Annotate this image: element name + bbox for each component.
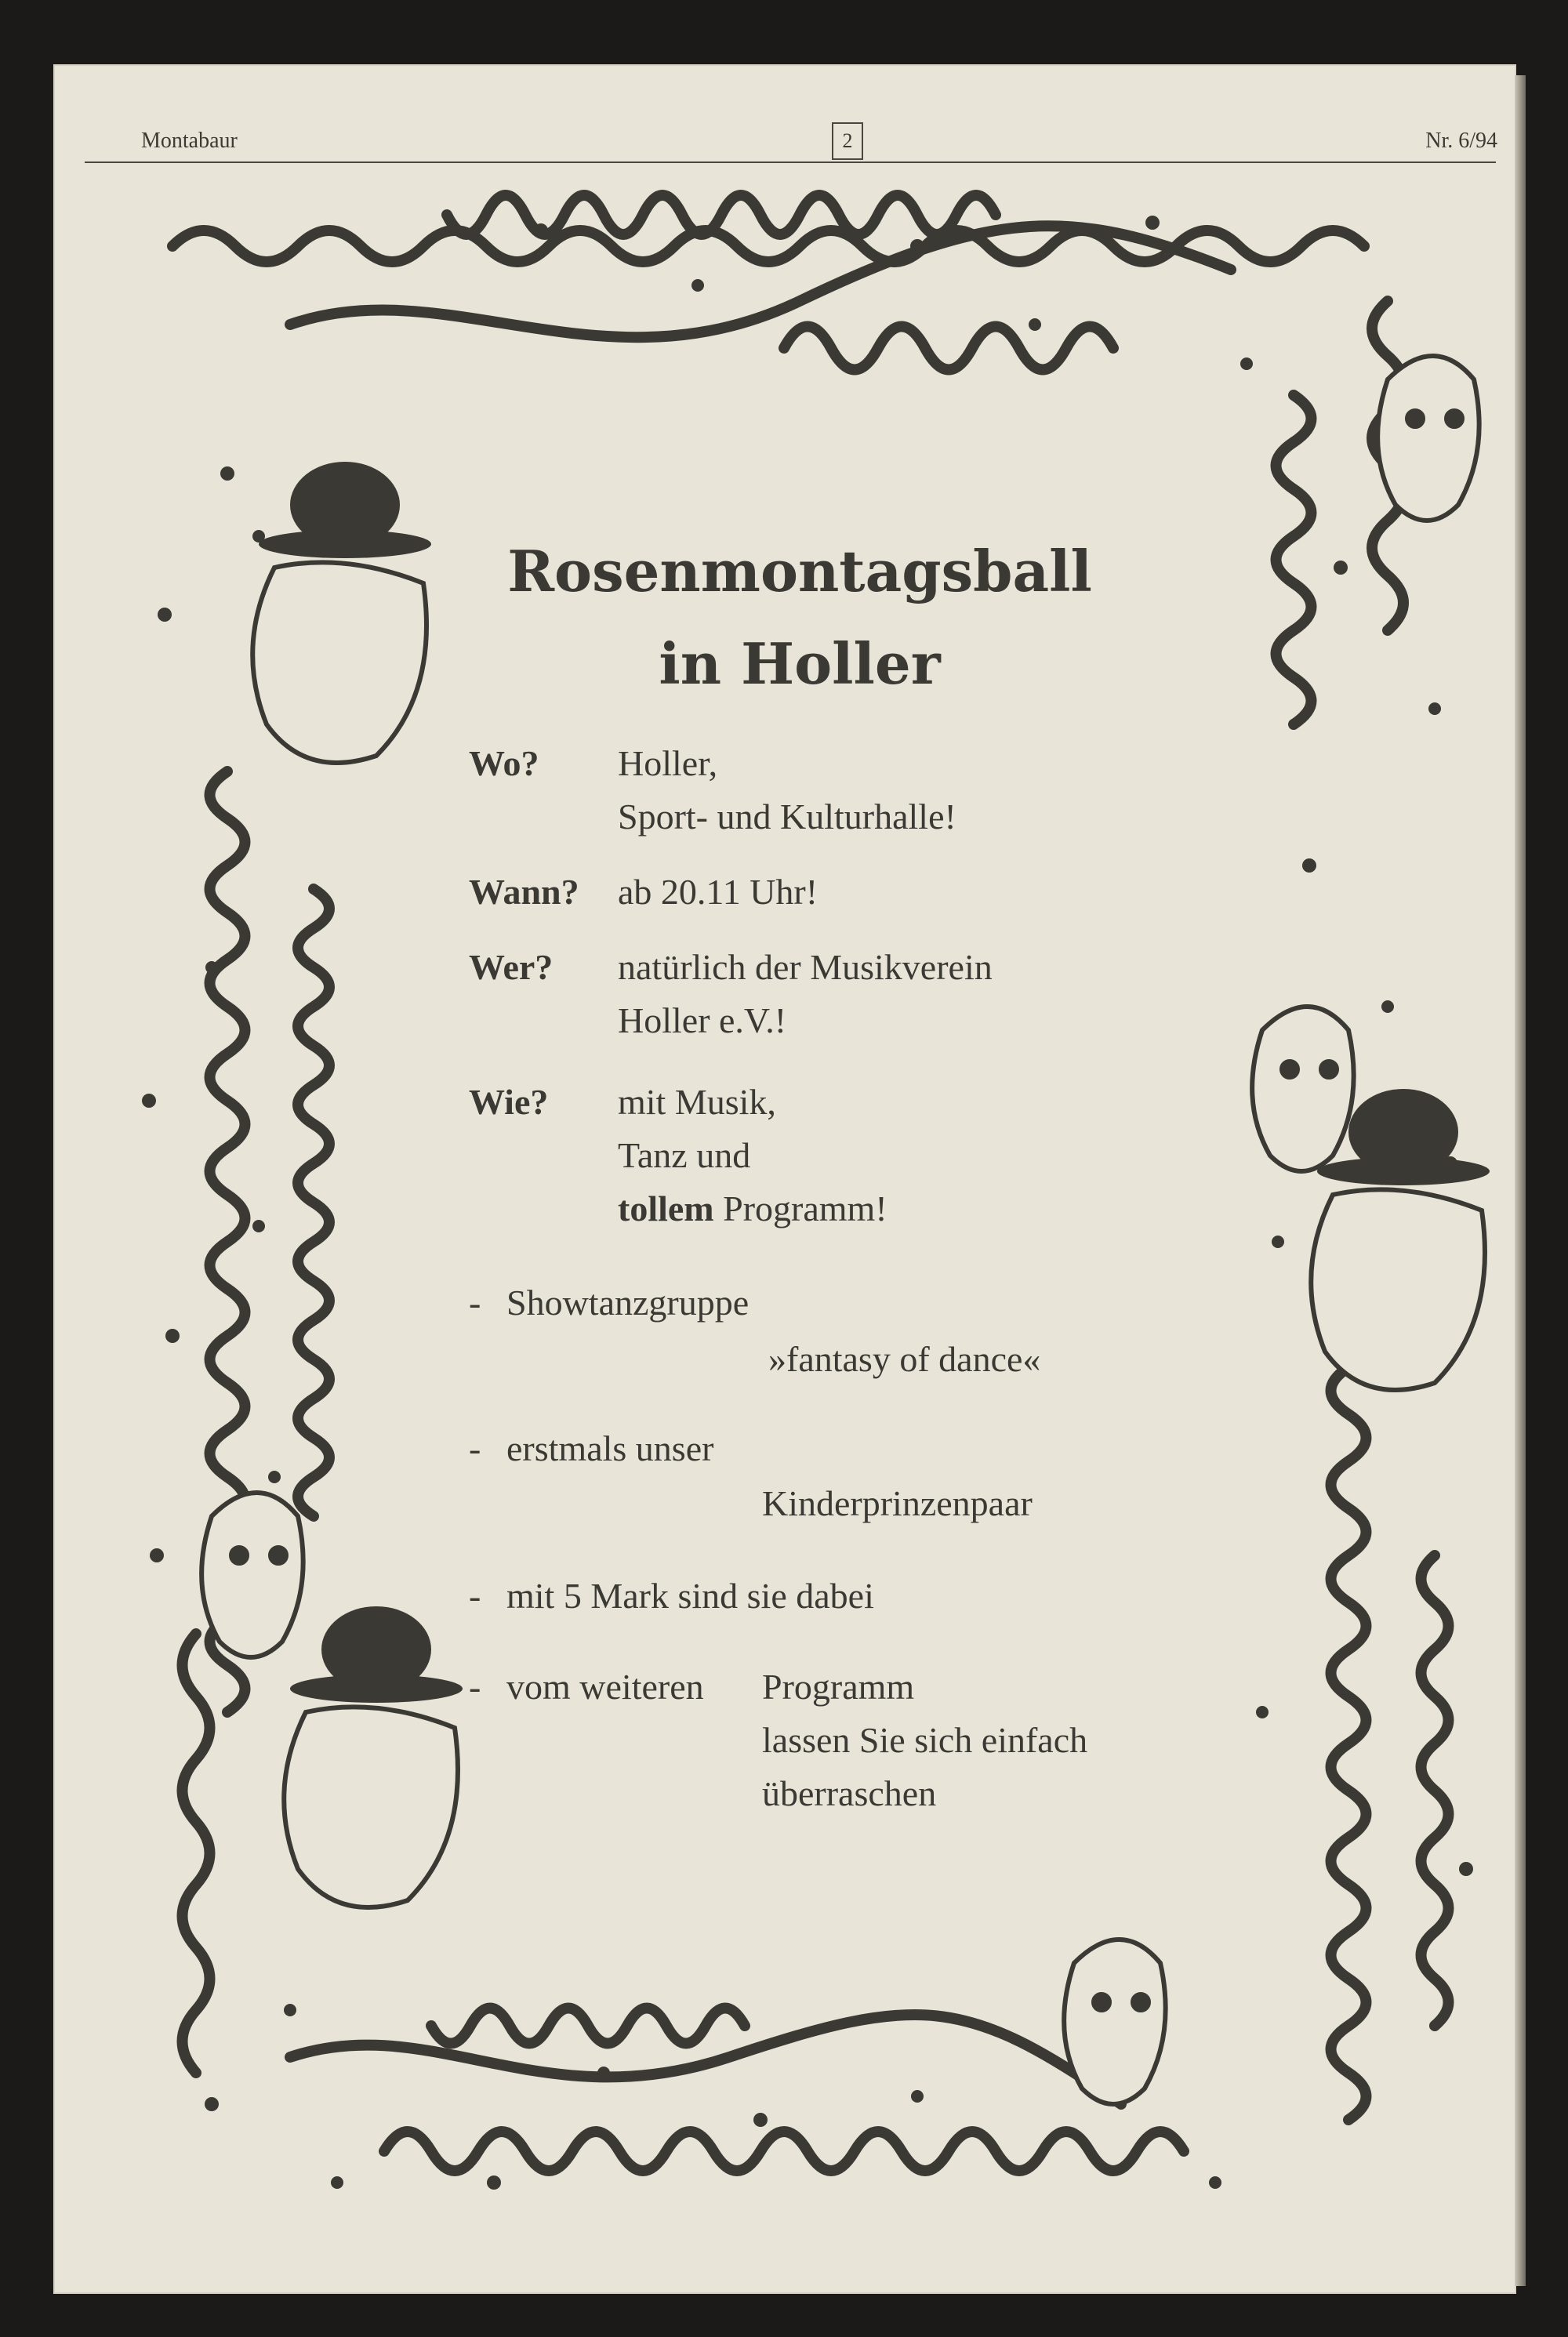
carnival-mask <box>201 1493 303 1657</box>
wer-line-1: natürlich der Musikverein <box>618 947 993 987</box>
streamer <box>298 889 329 1516</box>
publication-name: Montabaur <box>141 129 238 153</box>
title-line-1: Rosenmontagsball <box>507 538 1092 604</box>
program-item-4-cont-2: lassen Sie sich einfach <box>762 1720 1088 1760</box>
wann-line-1: ab 20.11 Uhr! <box>618 872 818 912</box>
wie-bold-word: tollem <box>618 1188 714 1228</box>
program-item-4-cont-1: Programm <box>762 1667 915 1707</box>
program-item-2-cont: Kinderprinzenpaar <box>762 1483 1033 1523</box>
program-item-3: mit 5 Mark sind sie dabei <box>506 1576 874 1616</box>
pierrot-clown <box>284 1606 463 1907</box>
label-wann: Wann? <box>469 872 579 912</box>
pierrot-clown <box>252 462 431 763</box>
title-line-2: in Holler <box>659 630 941 697</box>
carnival-mask <box>1252 1007 1354 1171</box>
carnival-mask <box>1377 356 1479 521</box>
wer-line-2: Holler e.V.! <box>618 1000 787 1040</box>
wo-line-2: Sport- und Kulturhalle! <box>618 797 956 836</box>
program-item-4-cont-3: überraschen <box>762 1773 937 1813</box>
streamer <box>183 1634 210 2073</box>
streamer <box>784 327 1113 370</box>
label-wie: Wie? <box>469 1082 549 1122</box>
wie-line-3-rest: Programm! <box>713 1188 887 1228</box>
label-wer: Wer? <box>469 947 554 987</box>
program-dash-1: - <box>469 1283 481 1323</box>
streamer <box>1421 1555 1449 2026</box>
streamer <box>384 2132 1184 2171</box>
program-dash-4: - <box>469 1667 481 1707</box>
label-wo: Wo? <box>469 743 539 783</box>
streamer <box>431 2009 745 2044</box>
wie-line-1: mit Musik, <box>618 1082 776 1122</box>
program-item-2: erstmals unser <box>506 1428 714 1468</box>
program-dash-3: - <box>469 1576 481 1616</box>
carnival-mask <box>1064 1940 1166 2104</box>
carnival-border <box>55 66 1515 2292</box>
program-dash-2: - <box>469 1428 481 1468</box>
program-item-1: Showtanzgruppe <box>506 1283 750 1323</box>
page-stack-edge <box>1515 75 1526 2286</box>
program-item-1-cont: »fantasy of dance« <box>768 1339 1041 1379</box>
wie-line-2: Tanz und <box>618 1135 751 1175</box>
program-item-4: vom weiteren <box>506 1667 704 1707</box>
event-title <box>439 525 1160 710</box>
wie-line-3 <box>618 1182 887 1236</box>
issue-number: Nr. 6/94 <box>1425 129 1497 153</box>
wo-line-1: Holler, <box>618 743 718 783</box>
page-number: 2 <box>832 122 863 160</box>
streamer <box>1276 395 1312 724</box>
streamer <box>1331 1320 1367 2120</box>
